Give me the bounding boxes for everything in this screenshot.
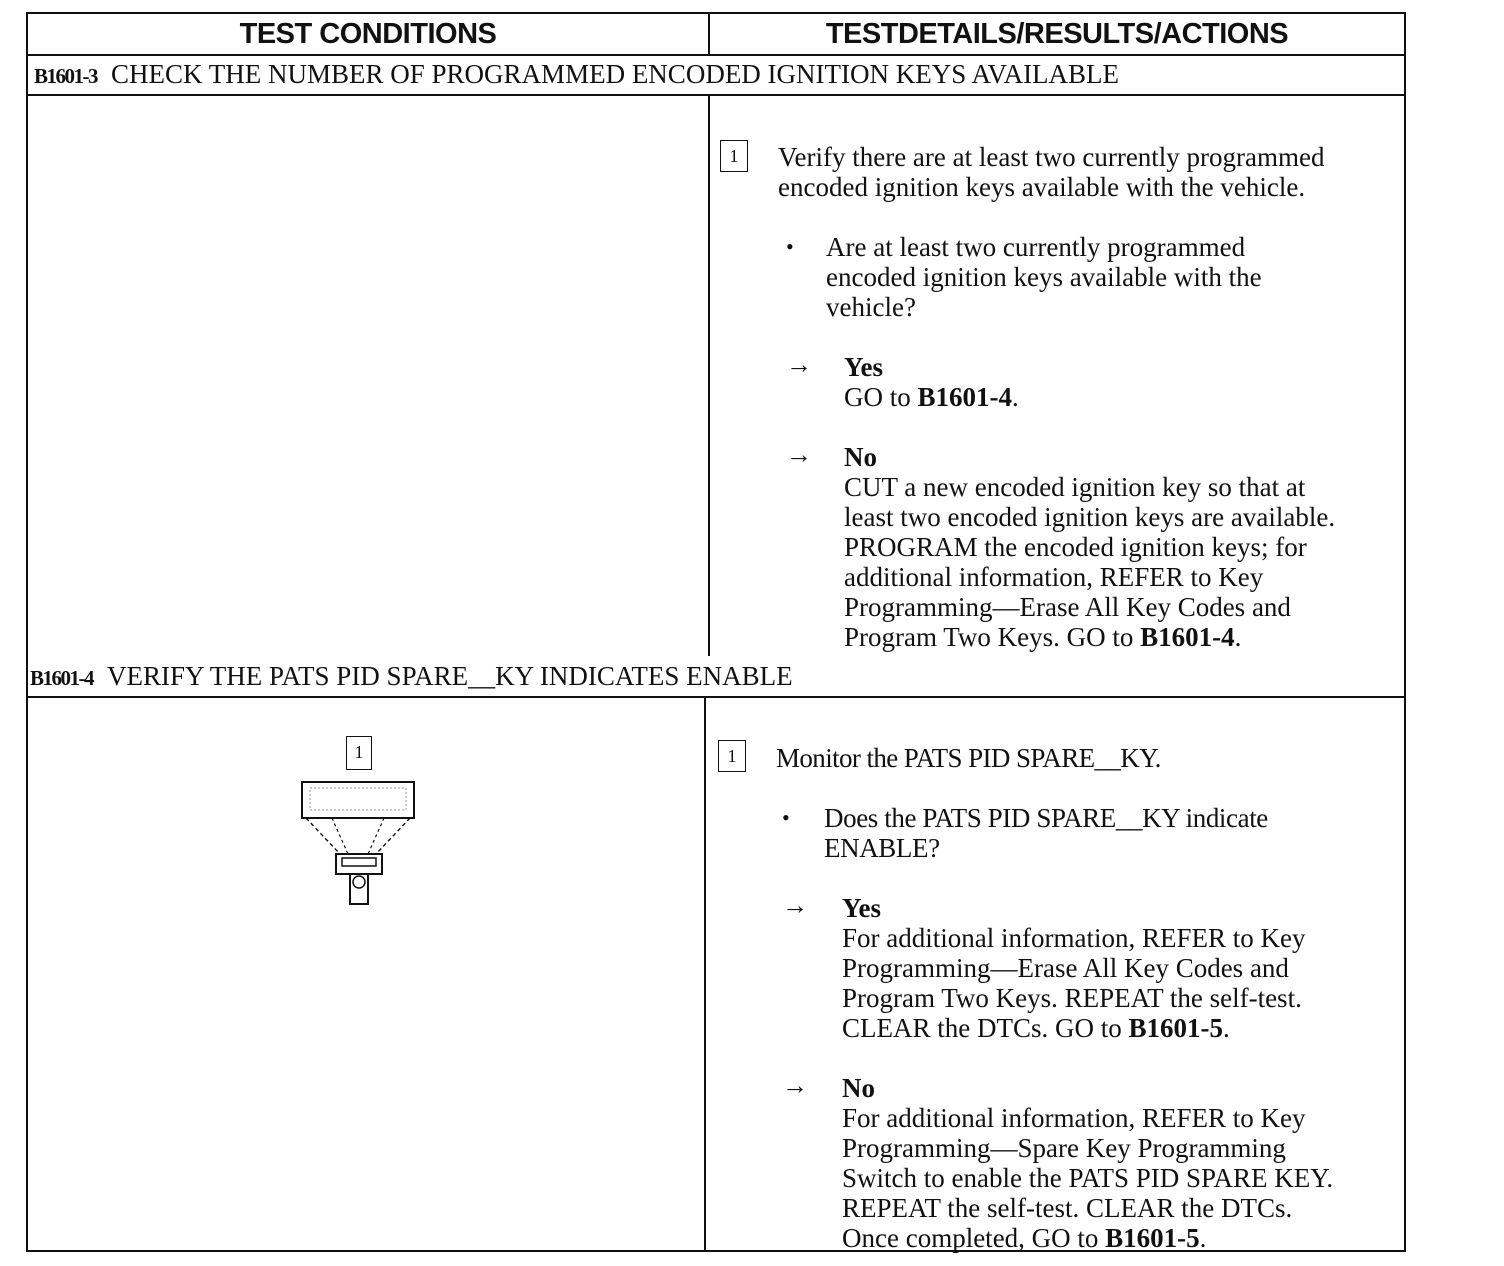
yes-result: Yes For additional information, REFER to Key Programming—Erase All Key Codes and Program Two Keys. REPEAT the self-test. CLEAR the DTCs. GO to B1601-5.: [842, 893, 1306, 1043]
step-title-b1601-4: [28, 656, 1404, 698]
yes-result: Yes GO to B1601-4.: [844, 352, 1019, 412]
question-text: Does the PATS PID SPARE__KY indicate ENABLE?: [824, 803, 1268, 863]
instruction-text: Monitor the PATS PID SPARE__KY.: [776, 743, 1161, 773]
arrow-icon: →: [786, 440, 812, 469]
step-heading: VERIFY THE PATS PID SPARE__KY INDICATES ENABLE: [107, 661, 793, 691]
step-code: B1601-4: [30, 666, 93, 690]
test-procedure-table: [26, 12, 1406, 1252]
arrow-icon: →: [786, 350, 812, 379]
diagram-number-box: 1: [346, 736, 372, 770]
bullet: •: [786, 234, 794, 259]
step-number-box: 1: [720, 140, 748, 172]
question-text: Are at least two currently programmed encoded ignition keys available with the vehicle?: [826, 232, 1262, 322]
arrow-icon: →: [782, 1071, 808, 1100]
column-divider: [704, 698, 706, 1250]
header-test-conditions: TEST CONDITIONS: [28, 14, 710, 54]
no-result: No For additional information, REFER to Key Programming—Spare Key Programming Switch to enable the PATS PID SPARE KEY. REPEAT the self-test. CLEAR the DTCs. Once completed, GO to B1601-5.: [842, 1073, 1334, 1253]
instruction-text: Verify there are at least two currently programmed encoded ignition keys available with the vehicle.: [778, 142, 1325, 202]
header-test-details: TESTDETAILS/RESULTS/ACTIONS: [825, 18, 1289, 50]
step-title-b1601-3: [28, 54, 1404, 96]
column-divider: [708, 96, 710, 656]
step-heading: CHECK THE NUMBER OF PROGRAMMED ENCODED IGNITION KEYS AVAILABLE: [111, 59, 1120, 89]
bullet: •: [782, 805, 790, 830]
arrow-icon: →: [782, 891, 808, 920]
step-code: B1601-3: [34, 64, 97, 88]
step-number-box: 1: [718, 740, 746, 772]
table-header: [28, 14, 1404, 56]
scan-tool-diagram-icon: [296, 776, 420, 908]
no-result: No CUT a new encoded ignition key so that at least two encoded ignition keys are available. PROGRAM the encoded ignition keys; for additional information, REFER to Key Programming—Erase All Key Codes and Program Two Keys. GO to B1601-4.: [844, 442, 1336, 652]
